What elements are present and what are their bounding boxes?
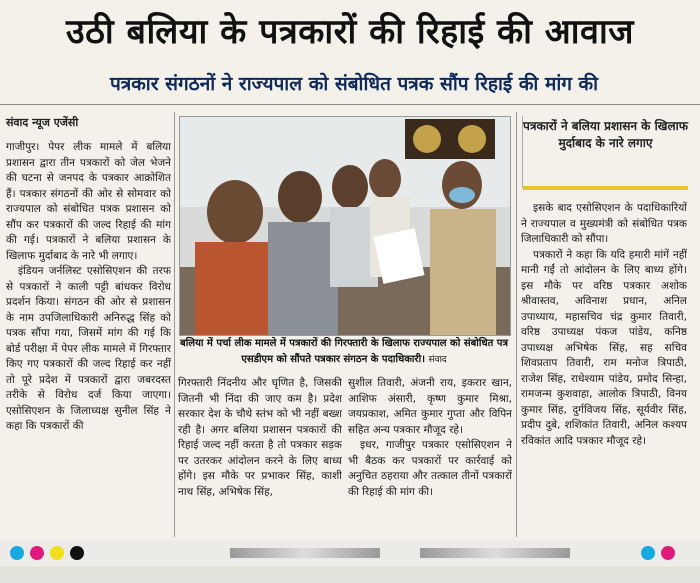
agency-byline: संवाद न्यूज एजेंसी	[6, 116, 79, 129]
black-registration-dot	[70, 546, 84, 560]
sidebar-accent-bar	[523, 186, 688, 190]
article-paragraph: सुशील तिवारी, अंजनी राय, इकरार खान, आशिफ अंसारी, कृष्ण कुमार मिश्रा, जयप्रकाश, अमित कुमार गुप्ता और विपिन सहित अन्य पत्रकार मौजूद रहे।	[348, 377, 512, 436]
sidebar-highlight	[522, 116, 688, 188]
article-paragraph: गाजीपुर। पेपर लीक मामले में बलिया प्रशासन द्वारा तीन पत्रकारों को जेल भेजने की घटना से जनपद के पत्रकार आक्रोशित हैं। पत्रकार संगठनों की ओर से सोमवार को राज्यपाल को संबोधित पत्रक प्रशासन को सौंप कर पत्रकारों की जल्द रिहाई की मांग की गई। पत्रकारों ने बलिया प्रशासन के खिलाफ मुर्दाबाद के नारे भी लगाए।	[6, 141, 171, 262]
article-column-4	[521, 201, 687, 536]
gray-swatch-bar	[230, 548, 380, 558]
magenta-registration-dot	[30, 546, 44, 560]
article-paragraph: गिरफ्तारी निंदनीय और घृणित है, जिसकी जितनी भी निंदा की जाए कम है। प्रदेश सरकार देश के चौथे स्तंभ को भी नहीं बख्श रही है। अगर बलिया प्रशासन पत्रकारों की रिहाई जल्द नहीं करता है तो पत्रकार सड़क पर उतरकर आंदोलन करने के लिए बाध्य होंगे। इस मौके पर प्रभाकर सिंह, काशी नाथ सिंह, अभिषेक सिंह,	[178, 377, 342, 498]
photo-caption-source: संवाद	[428, 355, 447, 365]
column-divider	[174, 112, 175, 537]
news-photo	[179, 116, 511, 336]
bottom-margin	[0, 566, 700, 583]
magenta-registration-dot	[661, 546, 675, 560]
article-paragraph: इधर, गाजीपुर पत्रकार एसोसिएशन ने भी बैठक कर पत्रकारों पर कार्रवाई को अनुचित ठहराया और तत्काल तीनों पत्रकारों की रिहाई की मांग की।	[348, 439, 512, 498]
article-paragraph: इंडियन जर्नलिस्ट एसोसिएशन की तरफ से पत्रकारों ने काली पट्टी बांधकर विरोध प्रदर्शन किया। संगठन की ओर से प्रशासन के नाम उपजिलाधिकारी अनिरुद्ध सिंह को पत्रक सौंपा गया, जिसमें मांग की गई कि बोर्ड परीक्षा में पेपर लीक मामले में गिरफ्तार किए गए पत्रकारों की जल्द रिहाई कर नहीं तो पूरे प्रदेश में पत्रकारों द्वारा जबरदस्त तरीके से विरोध दर्ज किया जाएगा। एसोसिएशन के जिलाध्यक्ष सुनील सिंह ने कहा कि पत्रकारों की	[6, 265, 171, 432]
gray-swatch-bar	[420, 548, 570, 558]
yellow-registration-dot	[50, 546, 64, 560]
article-paragraph: इसके बाद एसोसिएशन के पदाधिकारियों ने राज्यपाल व मुख्यमंत्री को संबोधित पत्रक जिलाधिकारी को सौंपा।	[521, 202, 687, 245]
news-photo-illustration	[180, 117, 510, 335]
sidebar-title: पत्रकारों ने बलिया प्रशासन के खिलाफ मुर्दाबाद के नारे लगाए	[523, 119, 688, 150]
column-divider	[516, 112, 517, 537]
photo-caption	[179, 336, 509, 370]
cyan-registration-dot	[10, 546, 24, 560]
photo-caption-text: बलिया में पर्चा लीक मामले में पत्रकारों की गिरफ्तारी के खिलाफ राज्यपाल को संबोधित पत्र एसडीएम को सौंपते पत्रकार संगठन के पदाधिकारी।	[179, 338, 508, 365]
top-divider	[0, 104, 700, 105]
article-column-2	[178, 376, 342, 534]
page-subheadline: पत्रकार संगठनों ने राज्यपाल को संबोधित पत्रक सौंप रिहाई की मांग की	[109, 73, 599, 95]
page-headline: उठी बलिया के पत्रकारों की रिहाई की आवाज	[66, 12, 634, 52]
article-column-1	[6, 140, 171, 535]
article-paragraph: पत्रकारों ने कहा कि यदि हमारी मांगें नहीं मानी गईं तो आंदोलन के लिए बाध्य होंगे। इस मौके पर वरिष्ठ पत्रकार अशोक श्रीवास्तव, अविनाश प्रधान, अनिल उपाध्याय, महासचिव चंद्र कुमार तिवारी, वरिष्ठ उपाध्यक्ष पंकज पांडेय, कनिष्ठ उपाध्यक्ष अभिषेक सिंह, सह सचिव शिवप्रताप तिवारी, राम मनोज त्रिपाठी, राजेश सिंह, राधेश्याम पांडेय, प्रमोद सिन्हा, रामजन्म कुशवाहा, आलोक त्रिपाठी, विनय कुमार सिंह, दुर्गविजय सिंह, सूर्यवीर सिंह, प्रदीप दुबे, शशिकांत तिवारी, अनिल कश्यप रविकांत आदि पत्रकार मौजूद रहे।	[521, 248, 687, 447]
cyan-registration-dot	[641, 546, 655, 560]
article-column-3	[348, 376, 512, 534]
